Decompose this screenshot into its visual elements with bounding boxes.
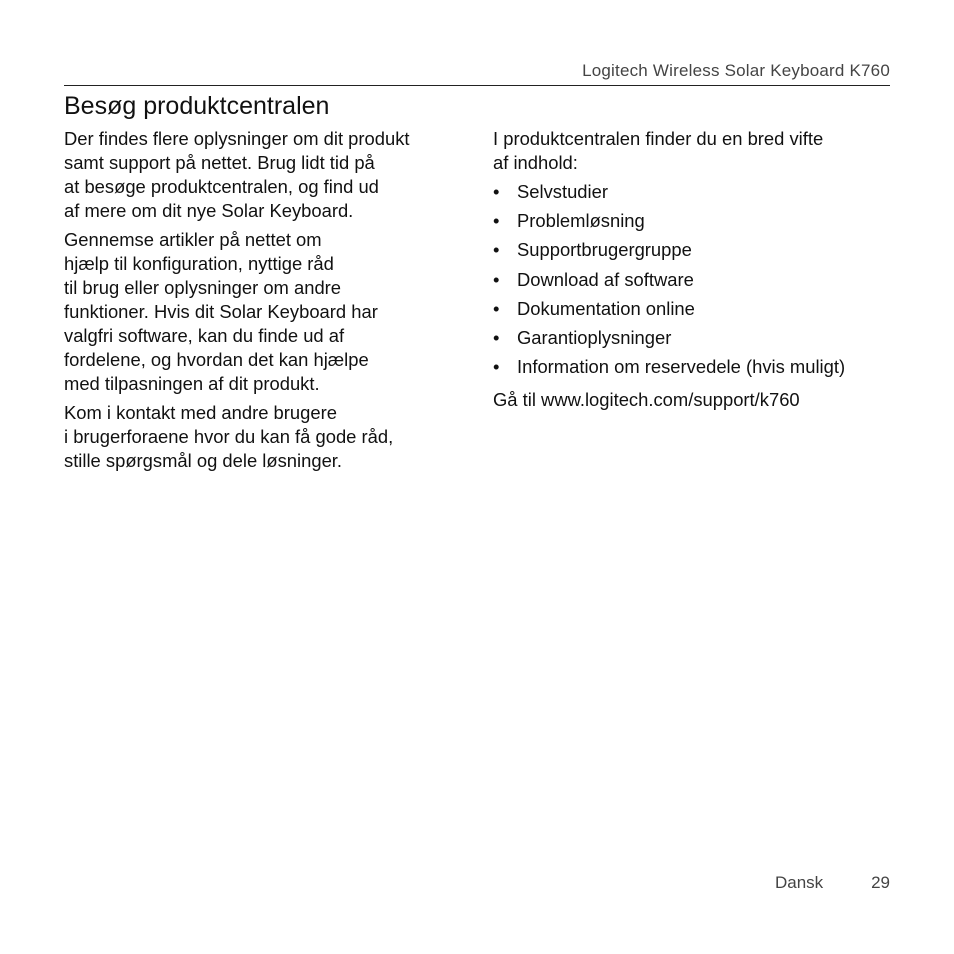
text-line: I produktcentralen finder du en bred vifte xyxy=(493,128,824,149)
list-item xyxy=(493,326,893,350)
list-item-label: Selvstudier xyxy=(517,181,608,202)
support-url-text: Gå til www.logitech.com/support/k760 xyxy=(493,389,800,411)
paragraph-articles xyxy=(64,228,464,396)
text-line: funktioner. Hvis dit Solar Keyboard har xyxy=(64,301,378,322)
left-column xyxy=(64,127,464,478)
text-line: stille spørgsmål og dele løsninger. xyxy=(64,450,343,471)
text-line: til brug eller oplysninger om andre xyxy=(64,277,342,298)
paragraph-content-intro xyxy=(493,127,893,175)
bullet-icon: • xyxy=(493,326,500,348)
bullet-icon: • xyxy=(493,356,500,378)
text-line: fordelene, og hvordan det kan hjælpe xyxy=(64,349,369,370)
text-line: Kom i kontakt med andre brugere xyxy=(64,402,337,423)
text-line: Gennemse artikler på nettet om xyxy=(64,229,322,250)
text-line: af mere om dit nye Solar Keyboard. xyxy=(64,200,354,221)
bullet-icon: • xyxy=(493,181,500,202)
list-item-label: Dokumentation online xyxy=(517,297,695,319)
text-line: hjælp til konfiguration, nyttige råd xyxy=(64,253,334,274)
bullet-icon: • xyxy=(493,239,500,261)
content-list xyxy=(493,180,893,379)
footer-language: Dansk xyxy=(775,873,824,892)
text-line: i brugerforaene hvor du kan få gode råd, xyxy=(64,426,394,447)
list-item xyxy=(493,355,893,379)
paragraph-forums xyxy=(64,401,464,473)
text-line: Der findes flere oplysninger om dit produkt xyxy=(64,128,410,149)
text-line: af indhold: xyxy=(493,152,578,173)
page-header-title: Logitech Wireless Solar Keyboard K760 xyxy=(582,61,890,80)
bullet-icon: • xyxy=(493,210,500,232)
bullet-icon: • xyxy=(493,297,500,319)
bullet-icon: • xyxy=(493,268,500,290)
right-column xyxy=(493,127,893,417)
text-line: at besøge produktcentralen, og find ud xyxy=(64,176,379,197)
text-line: valgfri software, kan du finde ud af xyxy=(64,325,345,346)
paragraph-intro xyxy=(64,127,464,223)
list-item xyxy=(493,180,893,204)
section-title: Besøg produktcentralen xyxy=(64,92,330,120)
list-item xyxy=(493,209,893,233)
list-item xyxy=(493,238,893,262)
header-divider xyxy=(64,85,890,86)
text-line: samt support på nettet. Brug lidt tid på xyxy=(64,152,375,173)
list-item-label: Download af software xyxy=(517,268,694,290)
list-item-label: Problemløsning xyxy=(517,210,645,232)
list-item xyxy=(493,297,893,321)
list-item-label: Garantioplysninger xyxy=(517,326,672,348)
list-item-label: Supportbrugergruppe xyxy=(517,239,692,261)
list-item-label: Information om reservedele (hvis muligt) xyxy=(517,356,846,378)
list-item xyxy=(493,268,893,292)
text-line: med tilpasningen af dit produkt. xyxy=(64,373,320,394)
page-number: 29 xyxy=(871,873,890,892)
